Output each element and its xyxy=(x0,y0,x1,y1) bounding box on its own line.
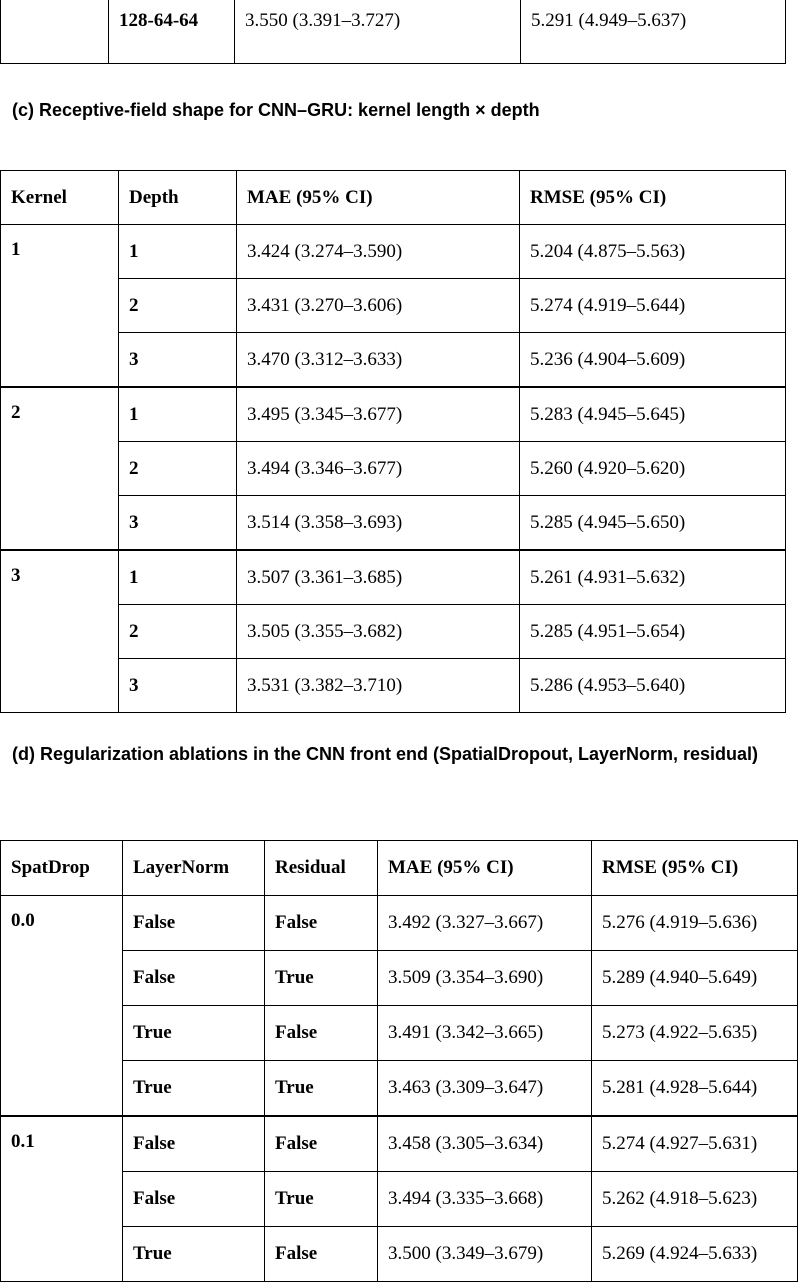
rmse-cell: 5.273 (4.922–5.635) xyxy=(592,1006,798,1061)
column-header-residual: Residual xyxy=(265,841,378,896)
rmse-cell: 5.286 (4.953–5.640) xyxy=(520,659,786,713)
table-row xyxy=(1,550,786,605)
table-row xyxy=(1,442,786,496)
table-header-row xyxy=(1,171,786,225)
depth-cell: 3 xyxy=(119,659,237,713)
column-header-rmse: RMSE (95% CI) xyxy=(592,841,798,896)
layernorm-cell: False xyxy=(123,1172,265,1227)
spatdrop-cell: 0.1 xyxy=(1,1116,123,1282)
column-header-rmse: RMSE (95% CI) xyxy=(520,171,786,225)
table-row xyxy=(1,496,786,551)
table-row xyxy=(1,0,786,64)
table-row xyxy=(1,279,786,333)
column-header-kernel: Kernel xyxy=(1,171,119,225)
mae-cell: 3.424 (3.274–3.590) xyxy=(237,225,520,279)
mae-cell: 3.531 (3.382–3.710) xyxy=(237,659,520,713)
section-c-heading: (c) Receptive-field shape for CNN–GRU: kernel length × depth xyxy=(12,100,540,120)
receptive-field-table xyxy=(0,170,786,713)
rmse-cell: 5.285 (4.951–5.654) xyxy=(520,605,786,659)
mae-cell: 3.491 (3.342–3.665) xyxy=(378,1006,592,1061)
table-cell xyxy=(1,0,109,64)
rmse-cell: 5.269 (4.924–5.633) xyxy=(592,1227,798,1282)
mae-cell: 3.494 (3.335–3.668) xyxy=(378,1172,592,1227)
table-cell: 128-64-64 xyxy=(109,0,235,64)
residual-cell: True xyxy=(265,1172,378,1227)
depth-cell: 1 xyxy=(119,550,237,605)
table-row xyxy=(1,387,786,442)
column-header-mae: MAE (95% CI) xyxy=(378,841,592,896)
table-row xyxy=(1,605,786,659)
table-cell: 3.550 (3.391–3.727) xyxy=(235,0,521,64)
rmse-cell: 5.236 (4.904–5.609) xyxy=(520,333,786,388)
table-cell: 5.291 (4.949–5.637) xyxy=(521,0,786,64)
layernorm-cell: True xyxy=(123,1006,265,1061)
rmse-cell: 5.274 (4.919–5.644) xyxy=(520,279,786,333)
depth-cell: 1 xyxy=(119,387,237,442)
column-header-depth: Depth xyxy=(119,171,237,225)
mae-cell: 3.500 (3.349–3.679) xyxy=(378,1227,592,1282)
table-row xyxy=(1,659,786,713)
mae-cell: 3.431 (3.270–3.606) xyxy=(237,279,520,333)
table-row xyxy=(1,896,798,951)
previous-table-fragment xyxy=(0,0,786,64)
mae-cell: 3.470 (3.312–3.633) xyxy=(237,333,520,388)
rmse-cell: 5.283 (4.945–5.645) xyxy=(520,387,786,442)
rmse-cell: 5.262 (4.918–5.623) xyxy=(592,1172,798,1227)
table-row xyxy=(1,1116,798,1172)
depth-cell: 3 xyxy=(119,496,237,551)
residual-cell: False xyxy=(265,1006,378,1061)
mae-cell: 3.495 (3.345–3.677) xyxy=(237,387,520,442)
mae-cell: 3.492 (3.327–3.667) xyxy=(378,896,592,951)
residual-cell: False xyxy=(265,1116,378,1172)
rmse-cell: 5.285 (4.945–5.650) xyxy=(520,496,786,551)
mae-cell: 3.507 (3.361–3.685) xyxy=(237,550,520,605)
column-header-spatdrop: SpatDrop xyxy=(1,841,123,896)
regularization-table xyxy=(0,840,798,1282)
mae-cell: 3.494 (3.346–3.677) xyxy=(237,442,520,496)
depth-cell: 2 xyxy=(119,279,237,333)
table-header-row xyxy=(1,841,798,896)
kernel-cell: 3 xyxy=(1,550,119,713)
mae-cell: 3.463 (3.309–3.647) xyxy=(378,1061,592,1117)
rmse-cell: 5.204 (4.875–5.563) xyxy=(520,225,786,279)
depth-cell: 1 xyxy=(119,225,237,279)
layernorm-cell: True xyxy=(123,1061,265,1117)
depth-cell: 2 xyxy=(119,442,237,496)
residual-cell: True xyxy=(265,951,378,1006)
rmse-cell: 5.260 (4.920–5.620) xyxy=(520,442,786,496)
depth-cell: 2 xyxy=(119,605,237,659)
kernel-cell: 2 xyxy=(1,387,119,550)
kernel-cell: 1 xyxy=(1,225,119,388)
mae-cell: 3.505 (3.355–3.682) xyxy=(237,605,520,659)
rmse-cell: 5.289 (4.940–5.649) xyxy=(592,951,798,1006)
residual-cell: True xyxy=(265,1061,378,1117)
residual-cell: False xyxy=(265,896,378,951)
residual-cell: False xyxy=(265,1227,378,1282)
layernorm-cell: False xyxy=(123,951,265,1006)
layernorm-cell: True xyxy=(123,1227,265,1282)
rmse-cell: 5.261 (4.931–5.632) xyxy=(520,550,786,605)
rmse-cell: 5.281 (4.928–5.644) xyxy=(592,1061,798,1117)
layernorm-cell: False xyxy=(123,1116,265,1172)
column-header-layernorm: LayerNorm xyxy=(123,841,265,896)
mae-cell: 3.458 (3.305–3.634) xyxy=(378,1116,592,1172)
table-row xyxy=(1,333,786,388)
table-row xyxy=(1,225,786,279)
layernorm-cell: False xyxy=(123,896,265,951)
column-header-mae: MAE (95% CI) xyxy=(237,171,520,225)
mae-cell: 3.514 (3.358–3.693) xyxy=(237,496,520,551)
rmse-cell: 5.276 (4.919–5.636) xyxy=(592,896,798,951)
rmse-cell: 5.274 (4.927–5.631) xyxy=(592,1116,798,1172)
spatdrop-cell: 0.0 xyxy=(1,896,123,1117)
section-d-heading: (d) Regularization ablations in the CNN front end (SpatialDropout, LayerNorm, residual) xyxy=(12,744,759,764)
depth-cell: 3 xyxy=(119,333,237,388)
mae-cell: 3.509 (3.354–3.690) xyxy=(378,951,592,1006)
